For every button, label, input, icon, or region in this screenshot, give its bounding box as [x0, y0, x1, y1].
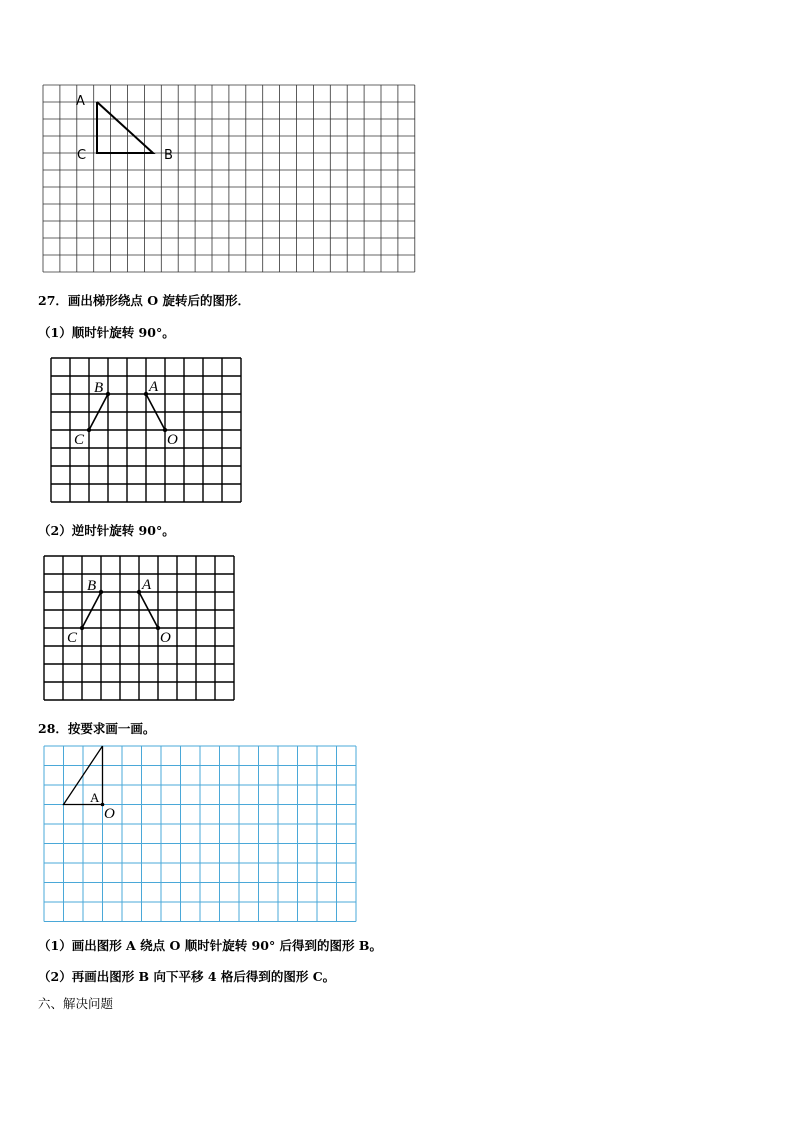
triangle-abc-grid — [43, 85, 415, 273]
question-27-title: 27．画出梯形绕点 O 旋转后的图形． — [38, 293, 250, 308]
label-c: C — [67, 630, 78, 646]
label-a: A — [142, 577, 152, 593]
question-27-part-1: （1）顺时针旋转 90°。 — [38, 325, 175, 340]
label-a: A — [76, 94, 85, 109]
label-b: B — [87, 578, 97, 594]
label-o: O — [167, 432, 178, 448]
blue-grid-triangle-a — [44, 746, 359, 922]
trapezoid-grid-1 — [51, 358, 243, 503]
label-figure-a: A — [90, 790, 100, 805]
label-c: C — [77, 148, 87, 163]
label-c: C — [74, 432, 85, 448]
question-28-part-1: （1）画出图形 A 绕点 O 顺时针旋转 90° 后得到的图形 B。 — [38, 938, 382, 953]
label-point-o: O — [104, 806, 115, 822]
trapezoid-grid-2 — [44, 556, 236, 701]
section-6-heading: 六、解决问题 — [38, 996, 114, 1011]
label-b: B — [94, 380, 104, 396]
question-28-title: 28．按要求画一画。 — [38, 721, 156, 736]
label-o: O — [160, 630, 171, 646]
label-b: B — [164, 148, 173, 163]
question-28-part-2: （2）再画出图形 B 向下平移 4 格后得到的图形 C。 — [38, 969, 336, 984]
question-27-part-2: （2）逆时针旋转 90°。 — [38, 523, 175, 538]
label-a: A — [149, 379, 159, 395]
